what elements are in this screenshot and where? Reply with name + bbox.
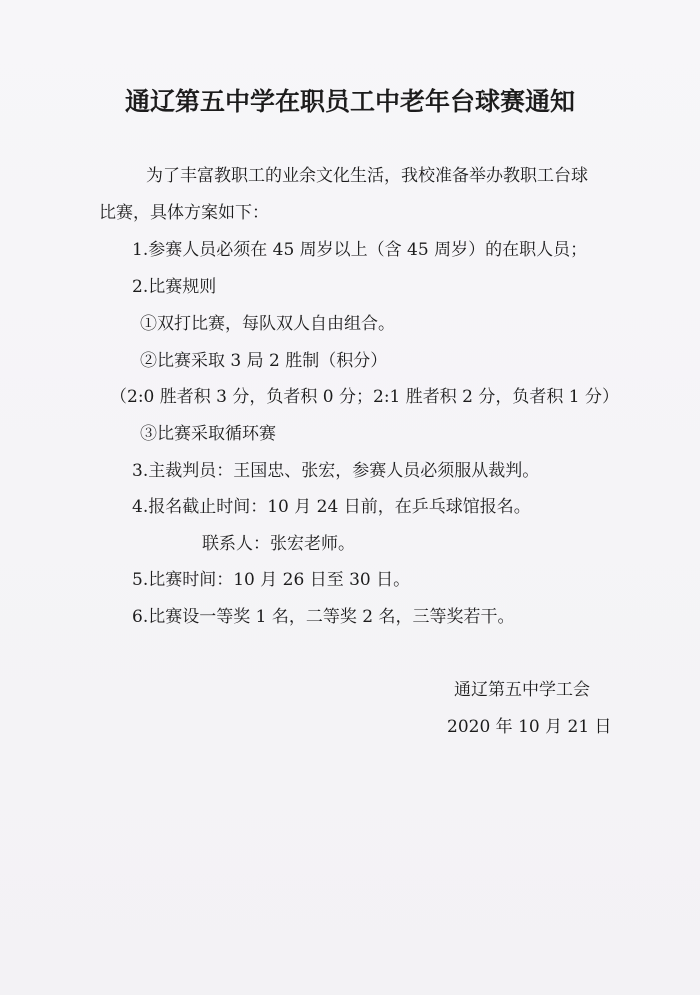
- item-2: 2.比赛规则: [132, 277, 217, 297]
- rule-2-note: （2:0 胜者积 3 分，负者积 0 分；2:1 胜者积 2 分，负者积 1 分）: [110, 387, 620, 407]
- contact-line: 联系人：张宏老师。: [202, 534, 355, 554]
- signature-org: 通辽第五中学工会: [454, 680, 590, 700]
- intro-line-1: 为了丰富教职工的业余文化生活，我校准备举办教职工台球: [146, 166, 588, 186]
- rule-2: ②比赛采取 3 局 2 胜制（积分）: [140, 351, 388, 371]
- item-5: 5.比赛时间：10 月 26 日至 30 日。: [132, 570, 411, 590]
- item-1: 1.参赛人员必须在 45 周岁以上（含 45 周岁）的在职人员；: [132, 240, 588, 260]
- rule-3: ③比赛采取循环赛: [140, 424, 276, 444]
- signature-date: 2020 年 10 月 21 日: [447, 717, 612, 737]
- item-4: 4.报名截止时间：10 月 24 日前，在乒乓球馆报名。: [132, 497, 531, 517]
- document-title: 通辽第五中学在职员工中老年台球赛通知: [124, 87, 575, 116]
- rule-1: ①双打比赛，每队双人自由组合。: [140, 314, 395, 334]
- intro-line-2: 比赛，具体方案如下：: [99, 203, 269, 223]
- item-6: 6.比赛设一等奖 1 名，二等奖 2 名，三等奖若干。: [132, 607, 515, 627]
- item-3: 3.主裁判员：王国忠、张宏，参赛人员必须服从裁判。: [132, 461, 540, 481]
